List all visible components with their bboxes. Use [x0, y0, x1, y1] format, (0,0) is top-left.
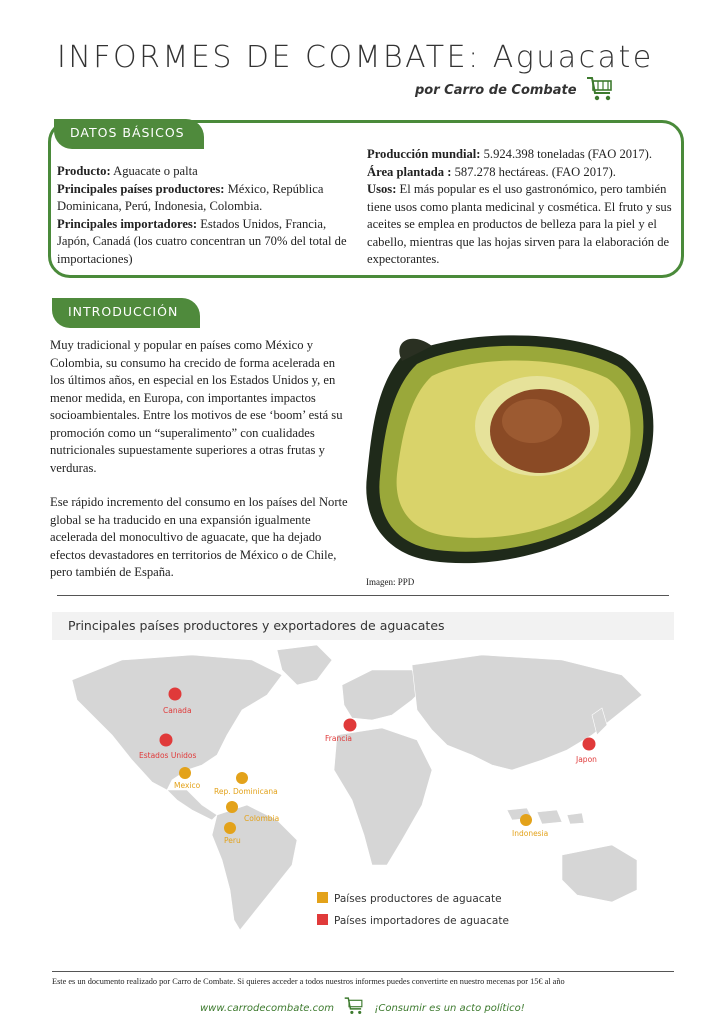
- intro-paragraph-2: Ese rápido incremento del consumo en los países del Norte global se ha traducido en una expansión igualmente acelerada del monocultivo de aguacate, que ha dejado efectos devastadores en territorios de México o de Chile, pero también de España.: [50, 495, 348, 579]
- introduccion-text: [50, 337, 352, 599]
- importadores-label: Principales importadores:: [57, 216, 198, 231]
- divider-top: [57, 595, 669, 596]
- south-america-shape: [212, 805, 297, 930]
- greenland-shape: [277, 645, 332, 685]
- label-japon: Japon: [576, 755, 597, 764]
- marker-peru: [224, 822, 236, 834]
- map-title: Principales países productores y exportadores de aguacates: [52, 612, 674, 640]
- area-label: Área plantada :: [367, 164, 452, 179]
- footer-url[interactable]: www.carrodecombate.com: [200, 1003, 334, 1014]
- producto-value: Aguacate o palta: [110, 164, 198, 178]
- central-america-shape: [167, 790, 217, 820]
- legend-producers-swatch: [317, 892, 328, 903]
- label-colombia: Colombia: [244, 814, 280, 823]
- marker-japon: [583, 738, 596, 751]
- report-title: INFORMES DE COMBATE: Aguacate: [57, 40, 654, 75]
- asia-shape: [412, 655, 642, 770]
- marker-usa: [160, 734, 173, 747]
- datos-basicos-heading: DATOS BÁSICOS: [54, 119, 204, 149]
- marker-mexico: [179, 767, 191, 779]
- legend-producers-label: Países productores de aguacate: [334, 893, 502, 905]
- footer-slogan: ¡Consumir es un acto político!: [374, 1003, 525, 1014]
- label-indonesia: Indonesia: [512, 829, 549, 838]
- usos-value: El más popular es el uso gastronómico, pero también tiene usos como planta medicinal y cosmética. El fruto y sus aceites se emplea en productos de belleza para la piel y el cabello, mientras que las hojas sirven para la elaboración de expectorantes.: [367, 182, 672, 266]
- footer-line: [200, 996, 525, 1016]
- byline: [415, 75, 615, 103]
- label-mexico: Mexico: [174, 781, 201, 790]
- map-legend: [317, 892, 509, 927]
- avocado-image: [362, 326, 662, 571]
- world-map: [52, 640, 674, 940]
- image-caption: Imagen: PPD: [366, 577, 415, 587]
- label-usa: Estados Unidos: [139, 751, 197, 760]
- datos-basicos-right-column: [367, 146, 677, 269]
- label-peru: Peru: [224, 836, 241, 845]
- footer-note: Este es un documento realizado por Carro de Combate. Si quieres acceder a todos nuestros informes puedes convertirte en nuestro mecenas por 15€ al año: [52, 977, 565, 986]
- legend-importers-label: Países importadores de aguacate: [334, 915, 509, 927]
- shopping-cart-icon: [343, 996, 365, 1016]
- australia-shape: [562, 845, 637, 902]
- usos-label: Usos:: [367, 182, 397, 196]
- shopping-cart-icon: [585, 75, 615, 103]
- byline-text: por Carro de Combate: [415, 83, 577, 98]
- intro-paragraph-1: Muy tradicional y popular en países como México y Colombia, su consumo ha crecido de forma acelerada en los últimos años, en especial en los Estados Unidos y, en menor medida, en Europa, con importantes impactos socioambientales. Entre los motivos de ese ‘boom’ está su promoción como un “superalimento” con cualidades nutricionales supuestamente superiores a otras frutas y verduras.: [50, 338, 343, 475]
- label-francia: Francia: [325, 734, 353, 743]
- label-canada: Canada: [163, 706, 192, 715]
- productores-value: México, República Dominicana, Perú, Indonesia, Colombia.: [57, 181, 324, 213]
- marker-canada: [169, 688, 182, 701]
- produccion-label: Producción mundial:: [367, 147, 481, 161]
- indonesia-shape: [507, 808, 584, 824]
- marker-indonesia: [520, 814, 532, 826]
- producto-label: Producto:: [57, 164, 111, 178]
- marker-colombia: [226, 801, 238, 813]
- marker-repdom: [236, 772, 248, 784]
- africa-shape: [334, 728, 432, 865]
- importadores-value: Estados Unidos, Francia, Japón, Canadá (los cuatro concentran un 70% del total de importaciones): [57, 216, 347, 266]
- datos-basicos-left-column: [57, 163, 353, 268]
- marker-francia: [344, 719, 357, 732]
- introduccion-heading: INTRODUCCIÓN: [52, 298, 200, 328]
- divider-bottom: [52, 971, 674, 972]
- area-value: 587.278 hectáreas. (FAO 2017).: [451, 164, 616, 179]
- productores-label: Principales países productores:: [57, 181, 225, 196]
- continents: [72, 645, 642, 930]
- produccion-value: 5.924.398 toneladas (FAO 2017).: [480, 147, 652, 161]
- north-america-shape: [72, 655, 282, 790]
- legend-importers-swatch: [317, 914, 328, 925]
- label-repdom: Rep. Dominicana: [214, 787, 278, 796]
